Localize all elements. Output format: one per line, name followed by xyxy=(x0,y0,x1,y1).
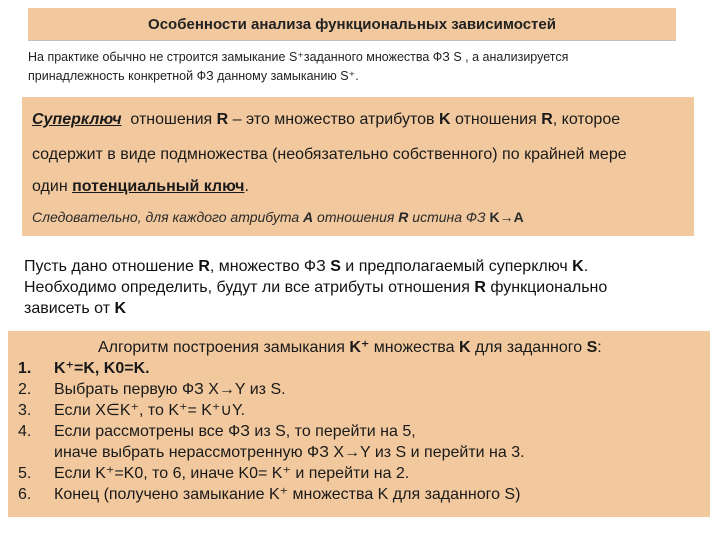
paragraph-text: . xyxy=(583,258,589,275)
algorithm-step xyxy=(18,400,245,421)
algorithm-title-text: множества xyxy=(369,339,459,356)
step-text: K⁺=K, K0=K. xyxy=(54,360,150,377)
definition-text: отношения xyxy=(313,209,399,225)
definition-text: отношения xyxy=(450,111,542,128)
attribute-set-k: K xyxy=(114,300,127,317)
step-text: Если X∈K⁺, то K⁺= K⁺∪Y. xyxy=(54,402,246,419)
algorithm-step xyxy=(18,421,416,442)
intro-line-1: На практике обычно не строится замыкание S⁺заданного множества ФЗ S , а анализируется xyxy=(28,50,569,64)
relation-r: R xyxy=(198,258,210,275)
definition-line-3 xyxy=(32,177,249,197)
superkey-definition-box xyxy=(22,97,694,236)
relation-r: R xyxy=(216,111,229,128)
algorithm-title-text: для заданного xyxy=(470,339,587,356)
definition-text: . xyxy=(244,178,249,195)
step-text: Если K⁺=K0, то 6, иначе K0= K⁺ и перейти на 2. xyxy=(54,465,410,482)
paragraph-line-1 xyxy=(24,256,694,277)
algorithm-title-text: : xyxy=(597,339,602,356)
definition-text: , которое xyxy=(552,111,621,128)
candidate-key-term: потенциальный ключ xyxy=(72,178,245,195)
definition-text: один xyxy=(32,178,73,195)
definition-text: Следовательно, для каждого атрибута xyxy=(32,209,304,225)
paragraph-text: Необходимо определить, будут ли все атрибуты отношения xyxy=(24,279,475,296)
paragraph-text: Пусть дано отношение xyxy=(24,258,199,275)
step-text: Если рассмотрены все ФЗ из S, то перейти на 5, xyxy=(54,423,416,440)
step-text: Конец (получено замыкание K⁺ множества K для заданного S) xyxy=(54,486,521,503)
relation-r: R xyxy=(398,209,409,225)
algorithm-step xyxy=(18,379,286,400)
step-number: 4. xyxy=(18,423,32,440)
attribute-set-k: K xyxy=(438,111,451,128)
attribute-a: А xyxy=(303,209,314,225)
algorithm-step-continuation: иначе выбрать нерассмотренную ФЗ X→Y из S и перейти на 3. xyxy=(54,444,525,461)
fd-set-s: S xyxy=(330,258,341,275)
problem-paragraph xyxy=(24,256,694,319)
step-number: 3. xyxy=(18,402,32,419)
paragraph-text: и предполагаемый суперключ xyxy=(340,258,573,275)
definition-text: – это множество атрибутов xyxy=(228,111,439,128)
attribute-set-k: K xyxy=(458,339,471,356)
paragraph-text: , множество ФЗ xyxy=(209,258,331,275)
algorithm-step xyxy=(18,484,520,505)
definition-text: истина ФЗ xyxy=(408,209,490,225)
superkey-term: Суперключ xyxy=(32,111,122,128)
paragraph-line-2 xyxy=(24,277,694,298)
relation-r: R xyxy=(474,279,486,296)
paragraph-text: функционально xyxy=(485,279,608,296)
relation-r: R xyxy=(541,111,553,128)
paragraph-text: зависеть от xyxy=(24,300,115,317)
step-number: 1. xyxy=(18,360,32,377)
intro-text xyxy=(28,48,688,86)
k-plus: K⁺ xyxy=(349,339,370,356)
definition-line-2: содержит в виде подмножества (необязательно собственного) по крайней мере xyxy=(32,146,627,163)
attribute-set-k: K xyxy=(572,258,584,275)
definition-line-4 xyxy=(32,207,524,227)
page-title: Особенности анализа функциональных зависимостей xyxy=(148,15,556,33)
paragraph-line-3 xyxy=(24,298,694,319)
definition-line-1 xyxy=(32,110,620,130)
algorithm-step xyxy=(18,463,409,484)
algorithm-title-text: Алгоритм построения замыкания xyxy=(98,339,350,356)
algorithm-box xyxy=(8,331,710,517)
step-number: 6. xyxy=(18,486,32,503)
fd-set-s: S xyxy=(586,339,598,356)
step-text: Выбрать первую ФЗ X→Y из S. xyxy=(54,381,286,398)
step-number: 2. xyxy=(18,381,32,398)
definition-text: отношения xyxy=(130,111,217,128)
algorithm-step xyxy=(18,358,150,379)
title-box xyxy=(28,8,676,41)
fd-k-a: K→A xyxy=(489,209,524,225)
step-number: 5. xyxy=(18,465,32,482)
algorithm-title xyxy=(98,337,602,358)
intro-line-2: принадлежность конкретной ФЗ данному замыканию S⁺. xyxy=(28,69,359,83)
